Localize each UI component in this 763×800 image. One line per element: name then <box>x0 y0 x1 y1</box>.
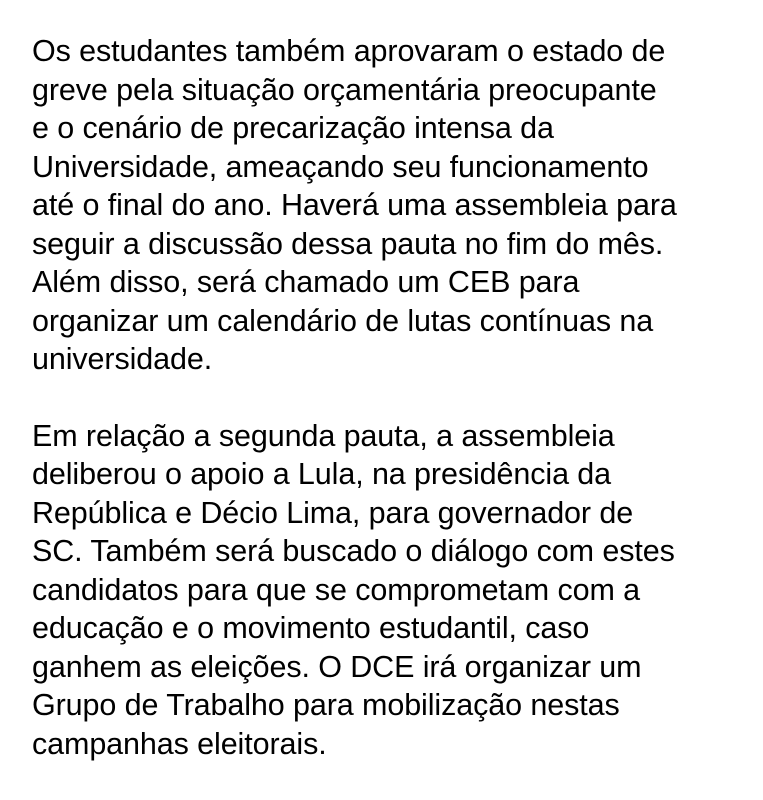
text-line: até o final do ano. Haverá uma assembleia para <box>32 188 677 222</box>
text-line: ganhem as eleições. O DCE irá organizar um <box>32 649 642 684</box>
text-line: Os estudantes também aprovaram o estado de <box>32 34 666 68</box>
text-line: Universidade, ameaçando seu funcionamento <box>32 149 649 184</box>
text-line: SC. Também será buscado o diálogo com estes <box>32 534 675 568</box>
paragraph-strike-approval <box>32 32 744 379</box>
text-line: e o cenário de precarização intensa da <box>32 111 554 145</box>
text-line: organizar um calendário de lutas contínuas na <box>32 303 654 338</box>
text-line: campanhas eleitorais. <box>32 726 327 761</box>
text-line: Além disso, será chamado um CEB para <box>32 265 580 299</box>
text-line: greve pela situação orçamentária preocupante <box>32 72 657 107</box>
message-text <box>32 32 744 763</box>
text-line: deliberou o apoio a Lula, na presidência da <box>32 457 612 491</box>
text-line: República e Décio Lima, para governador de <box>32 495 634 530</box>
text-line: seguir a discussão dessa pauta no fim do mês. <box>32 226 664 261</box>
text-line: educação e o movimento estudantil, caso <box>32 611 590 645</box>
text-line: candidatos para que se comprometam com a <box>32 572 641 607</box>
text-line: Grupo de Trabalho para mobilização nestas <box>32 688 620 722</box>
text-line: Em relação a segunda pauta, a assembleia <box>32 418 615 453</box>
paragraph-election-support <box>32 417 744 764</box>
text-line: universidade. <box>32 342 213 376</box>
